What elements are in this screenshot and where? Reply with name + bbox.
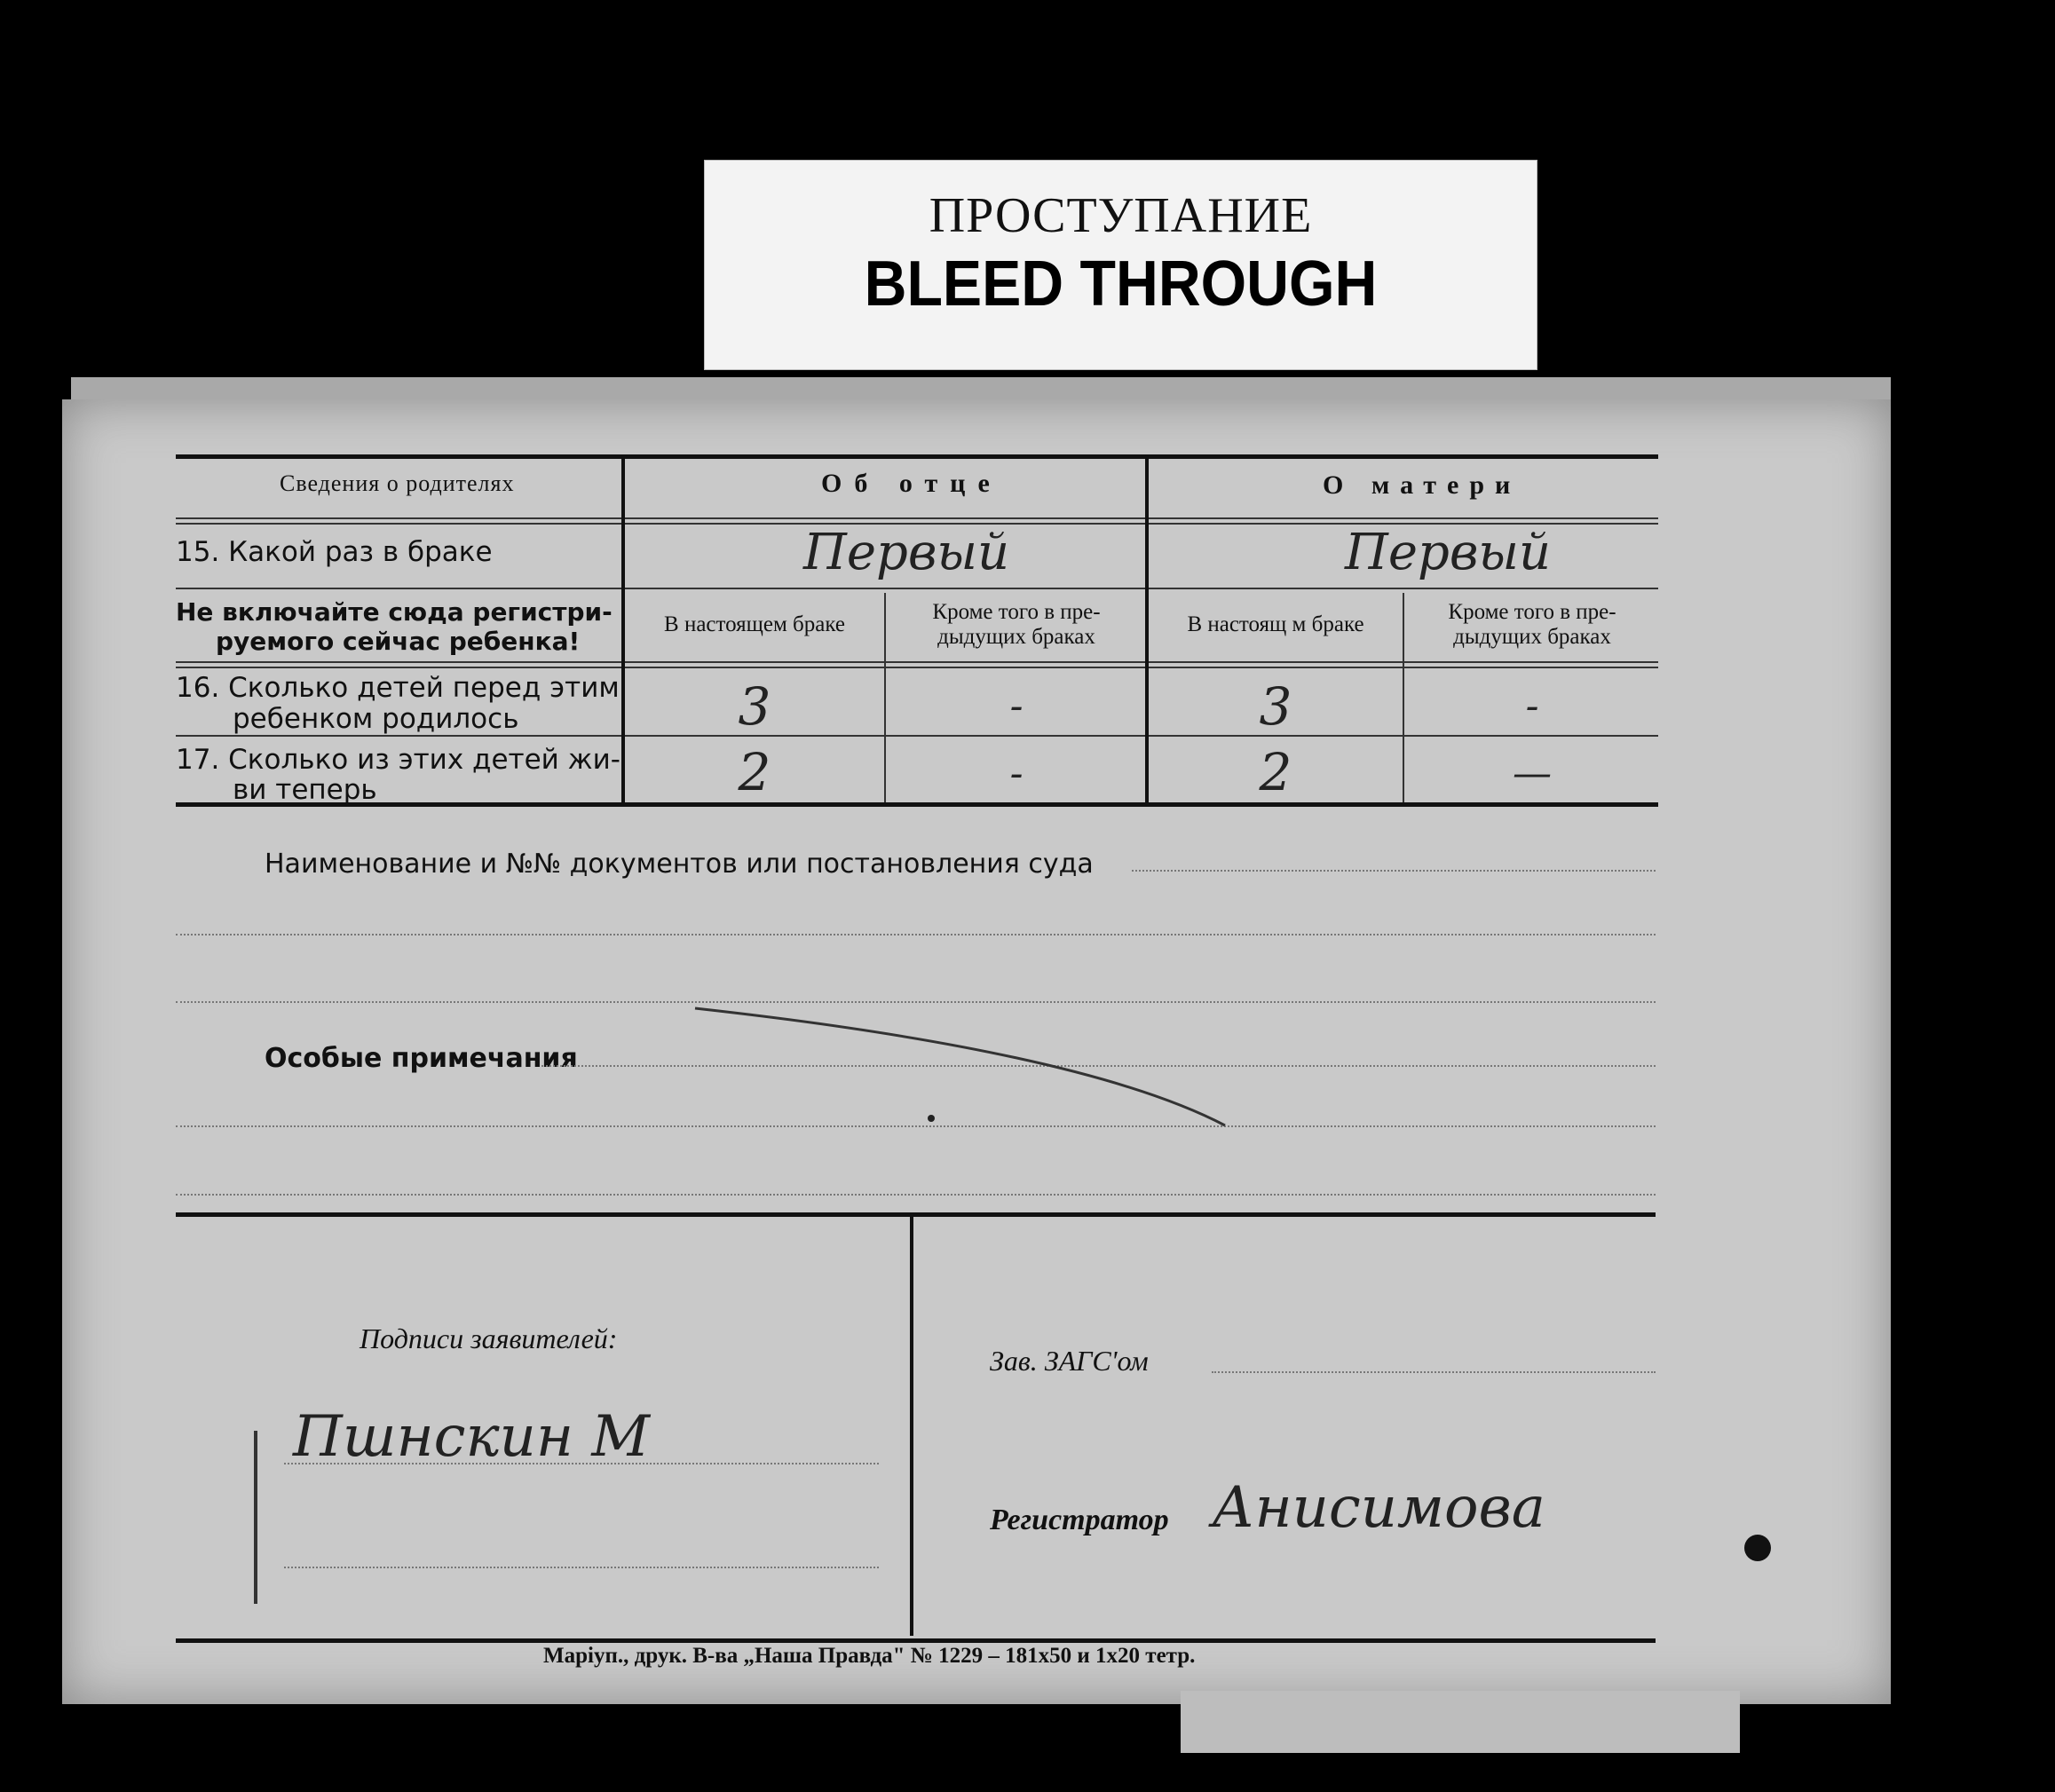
zags-head-label: Зав. ЗАГС'ом bbox=[990, 1345, 1149, 1377]
row17-mother-current: 2 bbox=[1259, 742, 1292, 802]
row16-mother-previous: - bbox=[1525, 683, 1539, 729]
subhead-father-previous-line1: Кроме того в пре- bbox=[932, 600, 1101, 624]
applicant-signature: Пшнскин М bbox=[293, 1404, 650, 1470]
row16-label-line1: 16. Сколько детей перед этим bbox=[176, 672, 620, 704]
applicant-dotted-line-2 bbox=[284, 1567, 879, 1568]
footer-rule bbox=[176, 1638, 1656, 1643]
header-mother: О матери bbox=[1323, 470, 1521, 500]
exclusion-note-line1: Не включайте сюда регистри- bbox=[176, 597, 613, 627]
printer-imprint: Маріуп., друк. В-ва „Наша Правда" № 1229 – 181х50 и 1х20 тетр. bbox=[543, 1644, 1196, 1668]
row15-father-value: Первый bbox=[803, 524, 1010, 581]
applicants-bracket bbox=[254, 1431, 257, 1604]
row17-father-current: 2 bbox=[738, 742, 771, 802]
row16-label-line2: ребенком родилось bbox=[233, 703, 519, 735]
registrar-signature: Анисимова bbox=[1212, 1475, 1545, 1541]
row17-label-line2: ви теперь bbox=[233, 774, 377, 806]
row15-label: 15. Какой раз в браке bbox=[176, 536, 493, 568]
subhead-mother-previous-line2: дыдущих браках bbox=[1453, 625, 1611, 649]
header-father: Об отце bbox=[821, 469, 1002, 498]
remarks-label: Особые примечания bbox=[265, 1043, 578, 1074]
header-parents-info: Сведения о родителях bbox=[280, 470, 515, 496]
row17-label-line1: 17. Сколько из этих детей жи- bbox=[176, 744, 620, 776]
zags-head-dotted-line bbox=[1212, 1371, 1656, 1373]
applicant-dotted-line-1 bbox=[284, 1463, 879, 1464]
documents-label: Наименование и №№ документов или постановления суда bbox=[265, 849, 1094, 880]
row17-mother-previous: — bbox=[1513, 751, 1552, 796]
subhead-father-current: В настоящем браке bbox=[664, 612, 845, 636]
subhead-father-previous-line2: дыдущих браках bbox=[937, 625, 1095, 649]
exclusion-note-line2: руемого сейчас ребенка! bbox=[216, 627, 581, 656]
row16-father-previous: - bbox=[1009, 683, 1024, 729]
row15-mother-value: Первый bbox=[1345, 524, 1552, 581]
row16-mother-current: 3 bbox=[1259, 676, 1292, 737]
subhead-mother-current: В настоящ м браке bbox=[1187, 612, 1364, 636]
applicants-label: Подписи заявителей: bbox=[360, 1322, 618, 1354]
subhead-mother-previous-line1: Кроме того в пре- bbox=[1448, 600, 1616, 624]
tag-line-english: BLEED THROUGH bbox=[864, 249, 1378, 320]
signature-top-rule bbox=[176, 1212, 1656, 1217]
row16-father-current: 3 bbox=[738, 676, 771, 737]
registrar-label: Регистратор bbox=[990, 1504, 1169, 1536]
tag-line-russian: ПРОСТУПАНИЕ bbox=[929, 188, 1313, 243]
row17-father-previous: - bbox=[1009, 751, 1024, 796]
signature-divider bbox=[910, 1214, 913, 1636]
